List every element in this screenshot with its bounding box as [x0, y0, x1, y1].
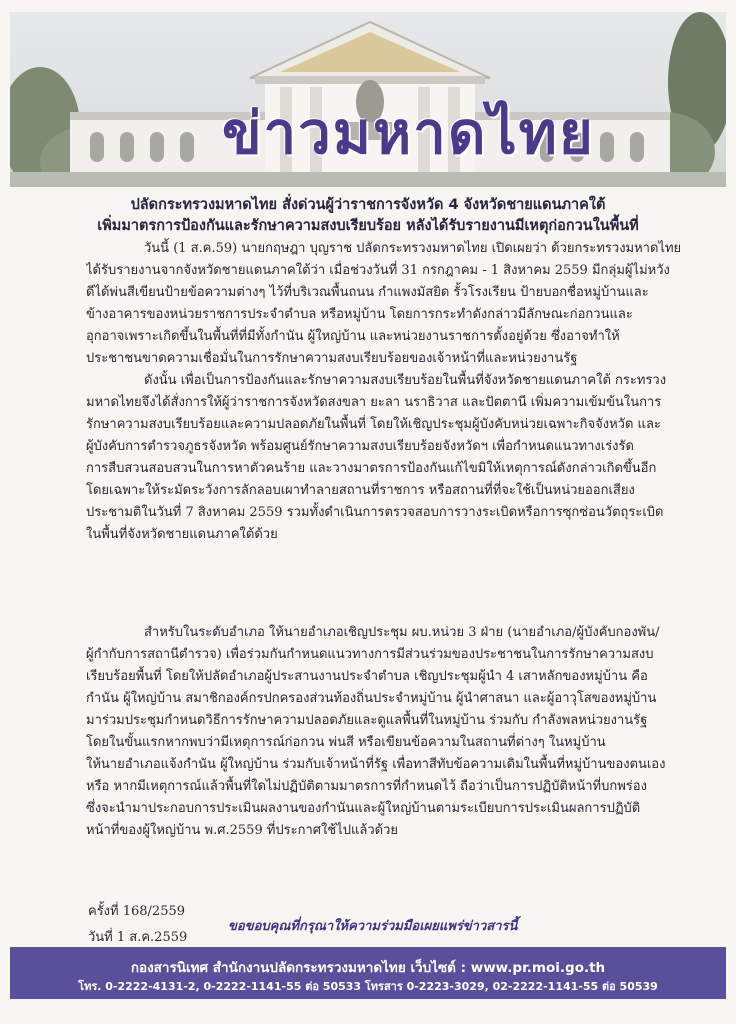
- body-paragraph-1: [86, 238, 698, 370]
- footer-website: กองสารนิเทศ สำนักงานปลัดกระทรวงมหาดไทย เว็บไซต์ : www.pr.moi.go.th: [130, 960, 606, 976]
- paragraph-line: หน้าที่ของผู้ใหญ่บ้าน พ.ศ.2559 ที่ประกาศใช้ไปแล้วด้วย: [86, 823, 399, 838]
- paragraph-line: รักษาความสงบเรียบร้อยและความปลอดภัยในพื้นที่ โดยให้เชิญประชุมผู้บังคับหน่วยเฉพาะกิจจังหวัด และ: [86, 417, 661, 432]
- paragraph-line: วันนี้ (1 ส.ค.59) นายกฤษฎา บุญราช ปลัดกระทรวงมหาดไทย เปิดเผยว่า ด้วยกระทรวงมหาดไทย: [144, 241, 682, 256]
- paragraph-line: ประชาชนขาดความเชื่อมั่นในการรักษาความสงบเรียบร้อยของเจ้าหน้าที่และหน่วยงานรัฐ: [86, 351, 578, 366]
- footer-contact-bar: [10, 947, 726, 999]
- body-paragraph-2: [86, 370, 698, 546]
- paragraph-line: ผู้บังคับการตำรวจภูธรจังหวัด พร้อมศูนย์รักษาความสงบเรียบร้อยจังหวัดฯ เพื่อกำหนดแนวทางเร่งรัด: [86, 439, 634, 454]
- paragraph-line: สำหรับในระดับอำเภอ ให้นายอำเภอเชิญประชุม ผบ.หน่วย 3 ฝ่าย (นายอำเภอ/ผู้บังคับกองพัน/: [144, 625, 660, 640]
- paragraph-line: ในพื้นที่จังหวัดชายแดนภาคใต้ด้วย: [86, 527, 278, 542]
- masthead-title: ข่าวมหาดไทย: [222, 99, 595, 167]
- paragraph-line: อุกอาจเพราะเกิดขึ้นในพื้นที่ที่มีทั้งกำนัน ผู้ใหญ่บ้าน และหน่วยงานราชการตั้งอยู่ด้วย ซึ่งอาจทำให้: [86, 329, 620, 344]
- header-banner: [10, 12, 726, 187]
- paragraph-line: ซึ่งจะนำมาประกอบการประเมินผลงานของกำนันและผู้ใหญ่บ้านตามระเบียบการประเมินผลการปฏิบัติ: [86, 801, 641, 816]
- paragraph-line: โดยเฉพาะให้ระมัดระวังการลักลอบเผาทำลายสถานที่ราชการ หรือสถานที่ที่จะใช้เป็นหน่วยออกเสียง: [86, 483, 635, 498]
- issue-date: วันที่ 1 ส.ค.2559: [88, 930, 188, 945]
- body-paragraph-3: [86, 622, 698, 842]
- headline-line-2: เพิ่มมาตรการป้องกันและรักษาความสงบเรียบร้อย หลังได้รับรายงานมีเหตุก่อกวนในพื้นที่: [97, 218, 639, 234]
- paragraph-line: ข้างอาคารของหน่วยราชการประจำตำบล หรือหมู่บ้าน โดยการกระทำดังกล่าวมีลักษณะก่อกวนและ: [86, 307, 633, 322]
- paragraph-line: หรือ หากมีเหตุการณ์แล้วพื้นที่ใดไม่ปฏิบัติตามมาตรการที่กำหนดไว้ ถือว่าเป็นการปฏิบัติหน้าที่บกพร่อง: [86, 779, 647, 794]
- thanks-note: ขอขอบคุณที่กรุณาให้ความร่วมมือเผยแพร่ข่าวสารนี้: [228, 919, 518, 934]
- paragraph-line: มหาดไทยจึงได้สั่งการให้ผู้ว่าราชการจังหวัดสงขลา ยะลา นราธิวาส และปัตตานี เพิ่มความเข้มข้นในการ: [86, 395, 662, 410]
- paragraph-line: มาร่วมประชุมกำหนดวิธีการรักษาความปลอดภัยและดูแลพื้นที่ในหมู่บ้าน ร่วมกับ กำลังพลหน่วยงานรัฐ: [86, 713, 648, 728]
- paragraph-line: เรียบร้อยพื้นที่ โดยให้ปลัดอำเภอผู้ประสานงานประจำตำบล เชิญประชุมผู้นำ 4 เสาหลักของหมู่บ้าน คือ: [86, 669, 648, 684]
- paragraph-line: ให้นายอำเภอแจ้งกำนัน ผู้ใหญ่บ้าน ร่วมกับเจ้าหน้าที่รัฐ เพื่อทาสีทับข้อความเดิมในพื้นที่หมู่บ้านของตนเอง: [86, 757, 666, 772]
- footer-phone: โทร. 0-2222-4131-2, 0-2222-1141-55 ต่อ 50533 โทรสาร 0-2223-3029, 02-2222-1141-55 ต่อ 50539: [78, 980, 658, 993]
- paragraph-line: กำนัน ผู้ใหญ่บ้าน สมาชิกองค์กรปกครองส่วนท้องถิ่นประจำหมู่บ้าน ผู้นำศาสนา และผู้อาวุโสของหมู่บ้าน: [86, 691, 657, 706]
- paragraph-line: ประชามติในวันที่ 7 สิงหาคม 2559 รวมทั้งดำเนินการตรวจสอบการวางระเบิดหรือการซุกซ่อนวัตถุระเบิด: [86, 505, 664, 520]
- paragraph-line: ได้รับรายงานจากจังหวัดชายแดนภาคใต้ว่า เมื่อช่วงวันที่ 31 กรกฎาคม - 1 สิงหาคม 2559 มีกลุ่มผู้ไม่หวัง: [86, 263, 670, 278]
- issue-number: ครั้งที่ 168/2559: [88, 904, 186, 919]
- paragraph-line: ดังนั้น เพื่อเป็นการป้องกันและรักษาความสงบเรียบร้อยในพื้นที่จังหวัดชายแดนภาคใต้ กระทรวง: [144, 373, 667, 388]
- paragraph-line: การสืบสวนสอบสวนในการหาตัวคนร้าย และวางมาตรการป้องกันแก้ไขมิให้เหตุการณ์ดังกล่าวเกิดขึ้นอีก: [86, 461, 657, 476]
- paragraph-line: ผู้กำกับการสถานีตำรวจ) เพื่อร่วมกันกำหนดแนวทางการมีส่วนร่วมของประชาชนในการรักษาความสงบ: [86, 647, 654, 662]
- headline-line-1: ปลัดกระทรวงมหาดไทย สั่งด่วนผู้ว่าราชการจังหวัด 4 จังหวัดชายแดนภาคใต้: [130, 197, 606, 213]
- paragraph-line: โดยในขั้นแรกหากพบว่ามีเหตุการณ์ก่อกวน พ่นสี หรือเขียนข้อความในสถานที่ต่างๆ ในหมู่บ้าน: [86, 735, 606, 750]
- paragraph-line: ดีได้พ่นสีเขียนป้ายข้อความต่างๆ ไว้ที่บริเวณพื้นถนน กำแพงมัสยิด รั้วโรงเรียน ป้ายบอกชื่อหมู่บ้านและ: [86, 285, 649, 300]
